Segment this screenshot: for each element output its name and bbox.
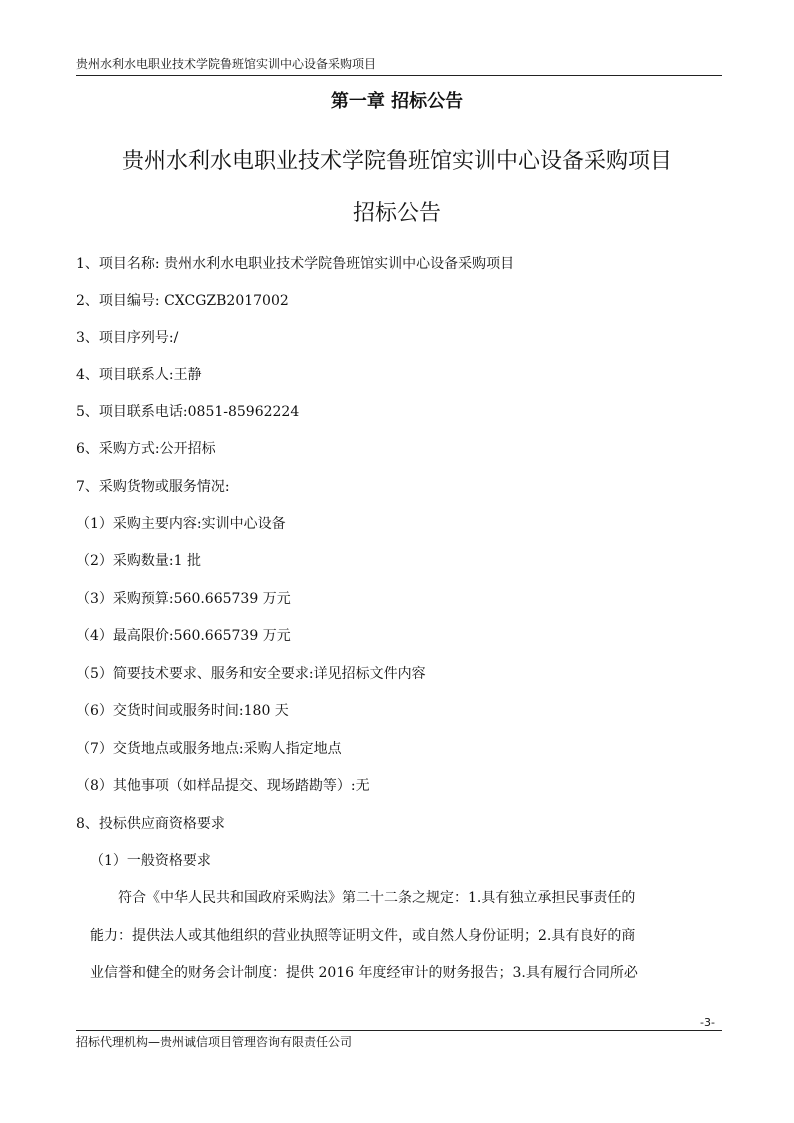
document-title-line-1: 贵州水利水电职业技术学院鲁班馆实训中心设备采购项目 bbox=[121, 149, 672, 174]
header-text: 贵州水利水电职业技术学院鲁班馆实训中心设备采购项目 bbox=[76, 57, 377, 71]
subitem-main-content: （1）采购主要内容:实训中心设备 bbox=[76, 516, 286, 532]
subitem-max-price: （4）最高限价:560.665739 万元 bbox=[76, 628, 291, 644]
item-procurement-method: 6、采购方式:公开招标 bbox=[76, 441, 216, 457]
subitem-requirements: （5）简要技术要求、服务和安全要求:详见招标文件内容 bbox=[76, 666, 426, 682]
chapter-title: 第一章 招标公告 bbox=[330, 91, 464, 112]
item-project-name: 1、项目名称: 贵州水利水电职业技术学院鲁班馆实训中心设备采购项目 bbox=[76, 256, 515, 272]
subitem-delivery-time: （6）交货时间或服务时间:180 天 bbox=[76, 703, 289, 719]
paragraph-line-1: 符合《中华人民共和国政府采购法》第二十二条之规定：1.具有独立承担民事责任的 bbox=[118, 890, 636, 906]
subitem-quantity: （2）采购数量:1 批 bbox=[76, 553, 201, 569]
item-project-number: 2、项目编号: CXCGZB2017002 bbox=[76, 293, 289, 309]
footer-text: 招标代理机构—贵州诚信项目管理咨询有限责任公司 bbox=[76, 1035, 353, 1049]
item-goods-services: 7、采购货物或服务情况: bbox=[76, 479, 230, 495]
subitem-other-matters: （8）其他事项（如样品提交、现场踏勘等）:无 bbox=[76, 778, 370, 794]
item-bidder-qualifications: 8、投标供应商资格要求 bbox=[76, 816, 225, 832]
item-project-contact: 4、项目联系人:王静 bbox=[76, 367, 202, 383]
subitem-delivery-location: （7）交货地点或服务地点:采购人指定地点 bbox=[76, 741, 342, 757]
page-number: -3- bbox=[700, 1016, 715, 1029]
document-title-line-2: 招标公告 bbox=[352, 201, 441, 226]
paragraph-line-3: 业信誉和健全的财务会计制度：提供 2016 年度经审计的财务报告；3.具有履行合同所必 bbox=[90, 965, 638, 981]
paragraph-line-2: 能力：提供法人或其他组织的营业执照等证明文件，或自然人身份证明；2.具有良好的商 bbox=[90, 928, 636, 944]
item-project-serial: 3、项目序列号:/ bbox=[76, 330, 179, 346]
page-header bbox=[76, 55, 722, 76]
subitem-budget: （3）采购预算:560.665739 万元 bbox=[76, 591, 291, 607]
item-project-phone: 5、项目联系电话:0851-85962224 bbox=[76, 404, 300, 420]
subitem-general-qualifications: （1）一般资格要求 bbox=[90, 853, 211, 869]
page-footer bbox=[76, 1030, 722, 1050]
